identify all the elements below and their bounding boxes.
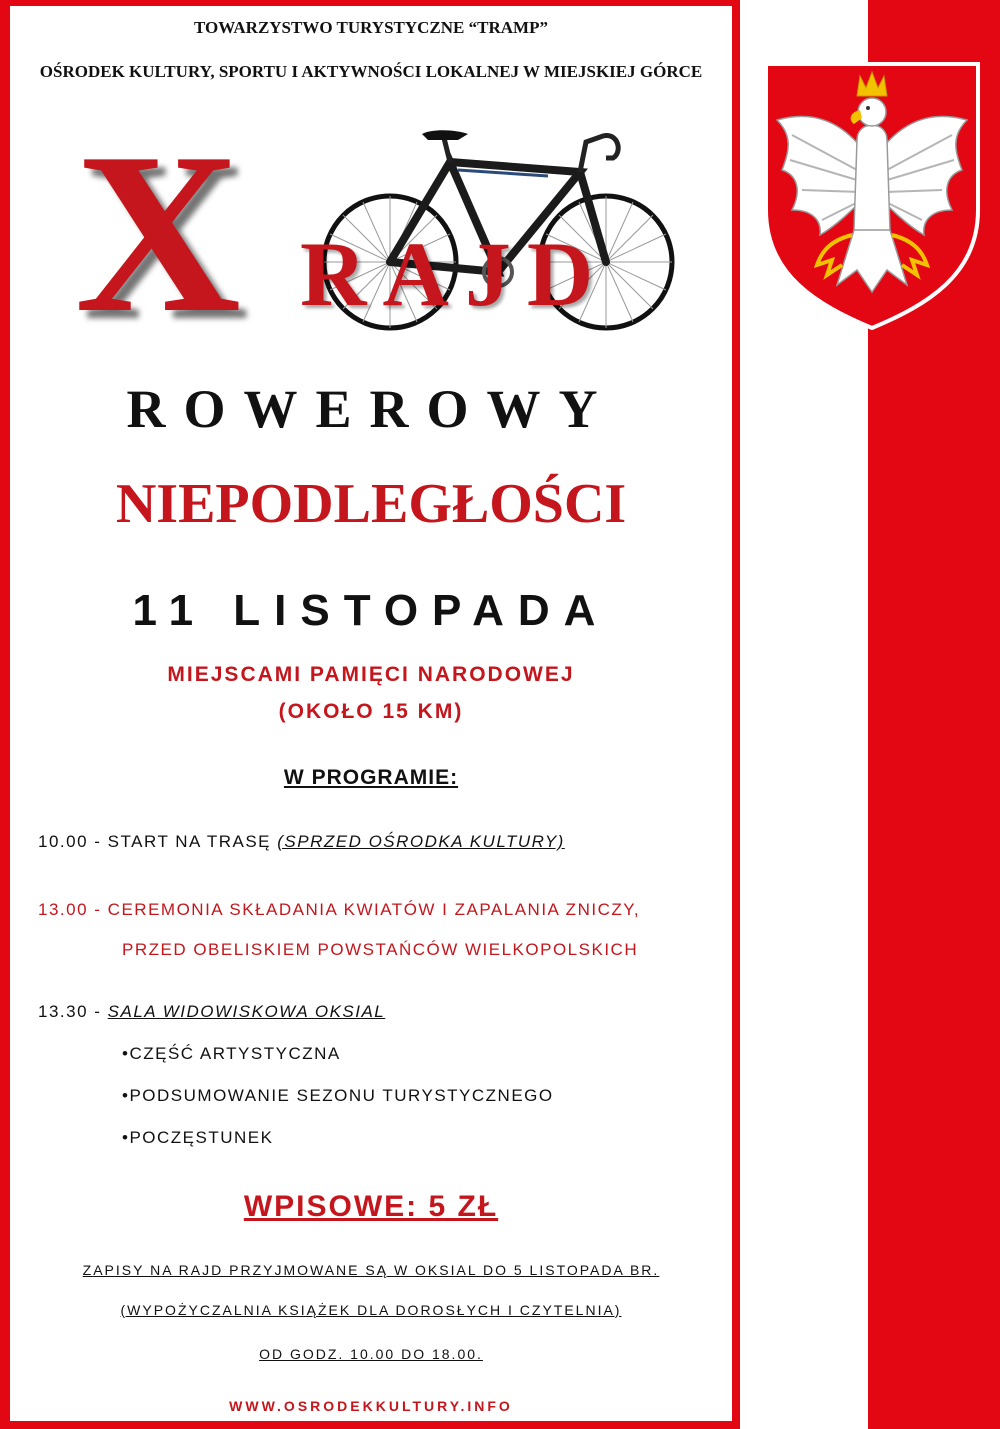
program-item-3 bbox=[38, 1002, 385, 1022]
entry-fee: WPISOWE: 5 ZŁ bbox=[243, 1190, 499, 1223]
organizer-line-1: TOWARZYSTWO TURYSTYCZNE “TRAMP” bbox=[194, 18, 548, 37]
program-item-1-time: 10.00 - bbox=[38, 832, 102, 851]
program-item-3-time: 13.30 - bbox=[38, 1002, 102, 1021]
registration-line-1: ZAPISY NA RAJD PRZYJMOWANE SĄ W OKSIAL DO 5 LISTOPADA BR. bbox=[82, 1262, 660, 1278]
program-item-1-place: (SPRZED OŚRODKA KULTURY) bbox=[277, 832, 565, 851]
website-link[interactable]: WWW.OSRODEKKULTURY.INFO bbox=[229, 1398, 513, 1414]
program-bullet-2: •PODSUMOWANIE SEZONU TURYSTYCZNEGO bbox=[122, 1086, 554, 1105]
route-distance: (OKOŁO 15 KM) bbox=[278, 700, 464, 723]
title-rowerowy: ROWEROWY bbox=[126, 379, 616, 439]
program-item-2 bbox=[38, 900, 640, 920]
organizer-line-2: OŚRODEK KULTURY, SPORTU I AKTYWNOŚCI LOKALNEJ W MIEJSKIEJ GÓRCE bbox=[39, 62, 703, 81]
program-bullet-1: •CZĘŚĆ ARTYSTYCZNA bbox=[122, 1044, 341, 1063]
title-niepodleglosci: NIEPODLEGŁOŚCI bbox=[115, 473, 627, 535]
program-item-3-place: SALA WIDOWISKOWA OKSIAL bbox=[107, 1002, 386, 1021]
program-item-2-time: 13.00 - bbox=[38, 900, 102, 919]
white-eagle-emblem-icon bbox=[762, 60, 982, 332]
event-date: 11 LISTOPADA bbox=[132, 586, 610, 635]
registration-line-2: (WYPOŻYCZALNIA KSIĄŻEK DLA DOROSŁYCH I CZYTELNIA) bbox=[120, 1302, 622, 1318]
edition-numeral: X bbox=[75, 105, 242, 360]
route-description: MIEJSCAMI PAMIĘCI NARODOWEJ bbox=[167, 663, 575, 686]
title-rajd: RAJD bbox=[300, 223, 610, 325]
program-bullet-3: •POCZĘSTUNEK bbox=[122, 1128, 274, 1147]
program-item-2-line-1: CEREMONIA SKŁADANIA KWIATÓW I ZAPALANIA ZNICZY, bbox=[107, 900, 641, 919]
program-item-2-line-2: PRZED OBELISKIEM POWSTAŃCÓW WIELKOPOLSKICH bbox=[122, 940, 639, 959]
program-heading: W PROGRAMIE: bbox=[283, 766, 459, 789]
program-item-1-text: START NA TRASĘ bbox=[107, 832, 272, 851]
registration-line-3: OD GODZ. 10.00 DO 18.00. bbox=[259, 1346, 483, 1362]
program-item-1 bbox=[38, 832, 565, 852]
